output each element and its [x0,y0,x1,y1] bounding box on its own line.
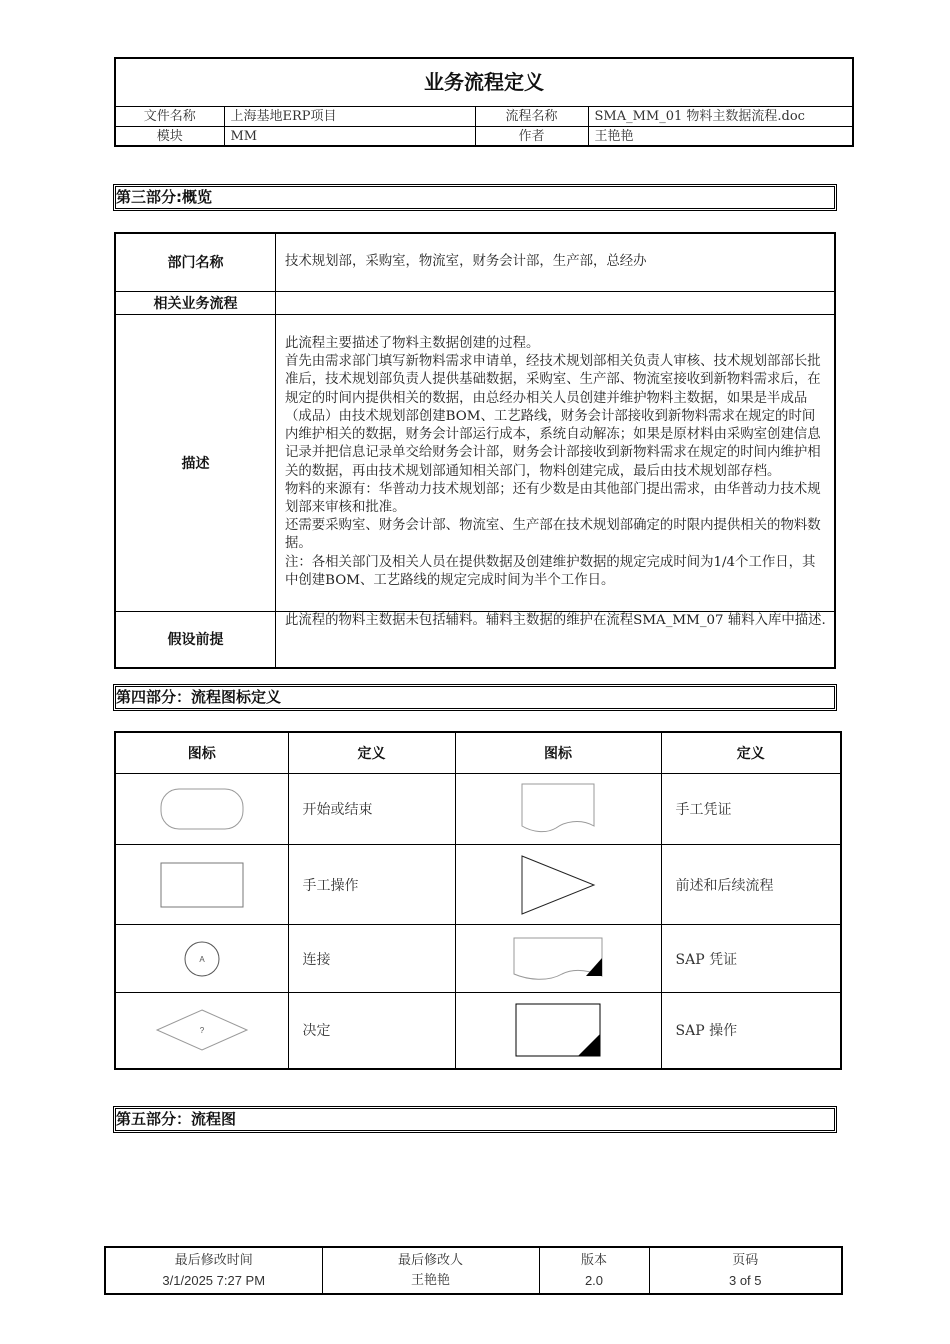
decision-icon [116,993,288,1068]
icon-definition: 连接 [288,925,455,993]
start-end-icon [116,774,288,845]
icon-definition: SAP 凭证 [661,925,840,993]
version-value: 2.0 [584,1272,604,1288]
col-header-icon: 图标 [455,733,661,774]
connector-icon [116,925,288,993]
page-label: 页码 [732,1252,759,1268]
description-paragraph: 物料的来源有：华普动力技术规划部；还有少数是由其他部门提出需求，由华普动力技术规划部来审核和批准。 [285,481,821,515]
sap-document-icon [455,925,661,993]
section3-heading: 第三部分:概览 [113,184,837,211]
connector-glyph: A [199,954,205,964]
manual-document-icon [455,774,661,845]
section4-heading: 第四部分：流程图标定义 [113,684,837,711]
modified-by-label: 最后修改人 [397,1252,463,1268]
description-label: 描述 [116,314,276,611]
assumption-label: 假设前提 [116,611,276,667]
header-info-table [116,107,852,146]
description-paragraph: 还需要采购室、财务会计部、物流室、生产部在技术规划部确定的时限内提供相关的物料数据。 [285,518,821,552]
author-label: 作者 [475,127,588,147]
col-header-definition: 定义 [661,733,840,774]
modified-time-label: 最后修改时间 [174,1252,253,1268]
related-process-label: 相关业务流程 [116,291,276,314]
author-value: 王艳艳 [588,127,852,147]
decision-glyph: ? [199,1026,204,1036]
icon-definition: SAP 操作 [661,993,840,1068]
icon-definition: 手工凭证 [661,774,840,845]
section5-heading: 第五部分：流程图 [113,1106,837,1133]
icon-definition: 前述和后续流程 [661,845,840,925]
description-value [276,314,835,611]
connector-process-icon [455,845,661,925]
footer-modified-time [106,1248,322,1293]
sap-operation-icon [455,993,661,1068]
col-header-icon: 图标 [116,733,288,774]
footer-modified-by [322,1248,539,1293]
description-paragraph: 首先由需求部门填写新物料需求申请单，经技术规划部相关负责人审核、技术规划部部长批准后，技术规划部负责人提供基础数据，采购室、生产部、物流室接收到新物料需求后，在规定的时间内提供相关的数据，由总经办相关人员创建并维护物料主数据，如果是半成品（成品）由技术规划部创建BOM、工艺路线，财务会计部接收到新物料需求在规定的时间内维护相关的数据，财务会计部运行成本，系统自动解冻；如果是原材料由采购室创建信息记录并把信息记录单交给财务会计部，财务会计部接收到新物料需求在规定的时间内维护相关的数据，再由技术规划部通知相关部门，物料创建完成，最后由技术规划部存档。 [285,354,821,479]
assumption-value: 此流程的物料主数据未包括辅料。辅料主数据的维护在流程SMA_MM_07 辅料入库中描述. [276,611,835,667]
modified-time-value: 3/1/2025 7:27 PM [162,1272,266,1288]
manual-operation-icon [116,845,288,925]
process-name-value: SMA_MM_01 物料主数据流程.doc [588,107,852,127]
file-name-label: 文件名称 [116,107,224,127]
related-process-value [276,291,835,314]
module-value: MM [224,127,475,147]
dept-label: 部门名称 [116,234,276,291]
version-label: 版本 [580,1252,607,1268]
modified-by-value: 王艳艳 [410,1272,450,1288]
overview-table [114,232,836,669]
footer-version [539,1248,649,1293]
file-name-value: 上海基地ERP项目 [224,107,475,127]
icon-definition-table [114,731,842,1070]
icon-definition: 决定 [288,993,455,1068]
footer-page [649,1248,841,1293]
document-header [114,57,854,147]
col-header-definition: 定义 [288,733,455,774]
dept-value: 技术规划部，采购室，物流室，财务会计部，生产部，总经办 [276,234,835,291]
module-label: 模块 [116,127,224,147]
document-footer [104,1246,843,1295]
process-name-label: 流程名称 [475,107,588,127]
description-paragraph: 注：各相关部门及相关人员在提供数据及创建维护数据的规定完成时间为1/4个工作日，其中创建BOM、工艺路线的规定完成时间为半个工作日。 [285,554,816,588]
icon-definition: 开始或结束 [288,774,455,845]
page-value: 3 of 5 [728,1272,762,1288]
document-title: 业务流程定义 [116,59,852,107]
description-paragraph: 此流程主要描述了物料主数据创建的过程。 [285,336,540,352]
icon-definition: 手工操作 [288,845,455,925]
